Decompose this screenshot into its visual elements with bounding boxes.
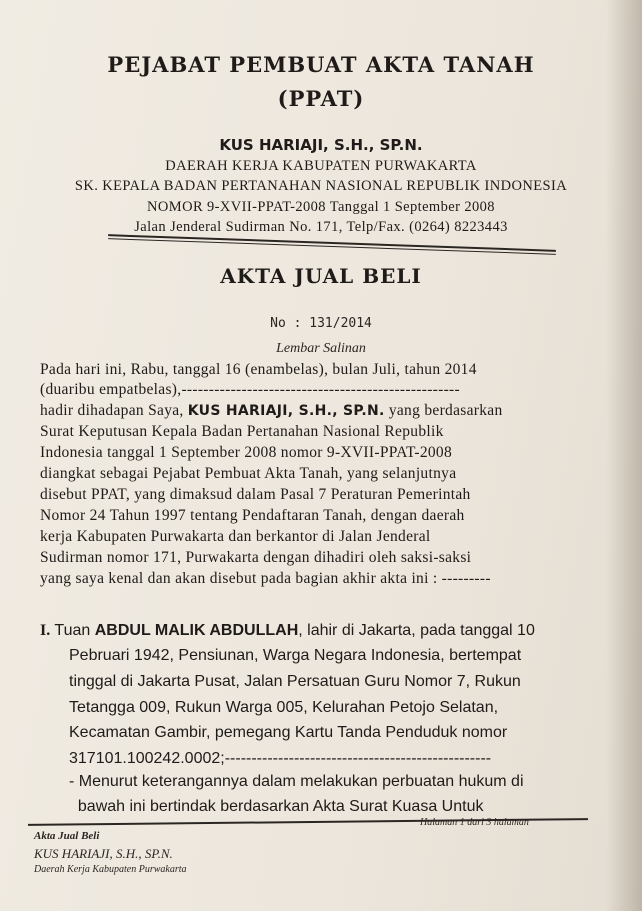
party-line xyxy=(40,618,535,644)
party-marker: I. xyxy=(40,622,51,639)
party-name: ABDUL MALIK ABDULLAH xyxy=(94,622,299,639)
text-span: , lahir di Jakarta, pada tanggal 10 xyxy=(298,622,535,639)
party-line: Pebruari 1942, Pensiunan, Warga Negara Indonesia, bertempat xyxy=(69,647,522,664)
opening-line: Indonesia tanggal 1 September 2008 nomor 9-XVII-PPAT-2008 xyxy=(40,444,453,461)
text-span: Tuan xyxy=(54,622,95,639)
opening-line: Surat Keputusan Kepala Badan Pertanahan Nasional Republik xyxy=(40,423,444,440)
office-address: Jalan Jenderal Sudirman No. 171, Telp/Fax. (0264) 8223443 xyxy=(134,219,508,235)
opening-line xyxy=(40,401,503,421)
document-number: No : 131/2014 xyxy=(270,316,372,331)
party-line: 317101.100242.0002;-------------------------------------------------- xyxy=(69,750,492,767)
opening-line: Sudirman nomor 171, Purwakarta dengan dihadiri oleh saksi-saksi xyxy=(40,549,472,566)
opening-line: yang saya kenal dan akan disebut pada bagian akhir akta ini : --------- xyxy=(40,570,491,587)
opening-line: (duaribu empatbelas),--------------------------------------------------- xyxy=(40,381,460,398)
party-line: Kecamatan Gambir, pemegang Kartu Tanda Penduduk nomor xyxy=(69,724,508,741)
page-indicator: Halaman 1 dari 3 halaman xyxy=(420,817,529,828)
work-area: DAERAH KERJA KABUPATEN PURWAKARTA xyxy=(165,158,477,174)
notary-name-inline: KUS HARIAJI, S.H., SP.N. xyxy=(187,403,385,419)
decree-number: NOMOR 9-XVII-PPAT-2008 Tanggal 1 September 2008 xyxy=(147,199,495,215)
footer-notary-name: KUS HARIAJI, S.H., SP.N. xyxy=(34,846,173,861)
opening-line: kerja Kabupaten Purwakarta dan berkantor di Jalan Jenderal xyxy=(40,528,431,545)
opening-line: Nomor 24 Tahun 1997 tentang Pendaftaran Tanah, dengan daerah xyxy=(40,507,465,524)
party-line: tinggal di Jakarta Pusat, Jalan Persatuan Guru Nomor 7, Rukun xyxy=(69,673,521,690)
party-line: Tetangga 009, Rukun Warga 005, Kelurahan Petojo Selatan, xyxy=(69,699,499,716)
text-span: yang berdasarkan xyxy=(384,402,503,419)
office-title: PEJABAT PEMBUAT AKTA TANAH xyxy=(107,52,535,77)
decree-line: SK. KEPALA BADAN PERTANAHAN NASIONAL REPUBLIK INDONESIA xyxy=(74,178,568,194)
opening-line: disebut PPAT, yang dimaksud dalam Pasal 7 Peraturan Pemerintah xyxy=(40,486,471,503)
party-line: bawah ini bertindak berdasarkan Akta Surat Kuasa Untuk xyxy=(69,798,484,815)
copy-label: Lembar Salinan xyxy=(276,341,366,356)
opening-line: Pada hari ini, Rabu, tanggal 16 (enambelas), bulan Juli, tahun 2014 xyxy=(40,361,477,378)
opening-line: diangkat sebagai Pejabat Pembuat Akta Tanah, yang selanjutnya xyxy=(40,465,457,482)
document-title: AKTA JUAL BELI xyxy=(220,264,422,288)
footer-work-area: Daerah Kerja Kabupaten Purwakarta xyxy=(34,864,187,875)
office-abbreviation: (PPAT) xyxy=(277,86,365,111)
footer-doc-name: Akta Jual Beli xyxy=(34,830,100,842)
header-rule-thick xyxy=(108,234,556,252)
notary-name: KUS HARIAJI, S.H., SP.N. xyxy=(219,136,423,154)
party-line: - Menurut keterangannya dalam melakukan perbuatan hukum di xyxy=(69,773,524,790)
text-span: hadir dihadapan Saya, xyxy=(40,402,188,419)
